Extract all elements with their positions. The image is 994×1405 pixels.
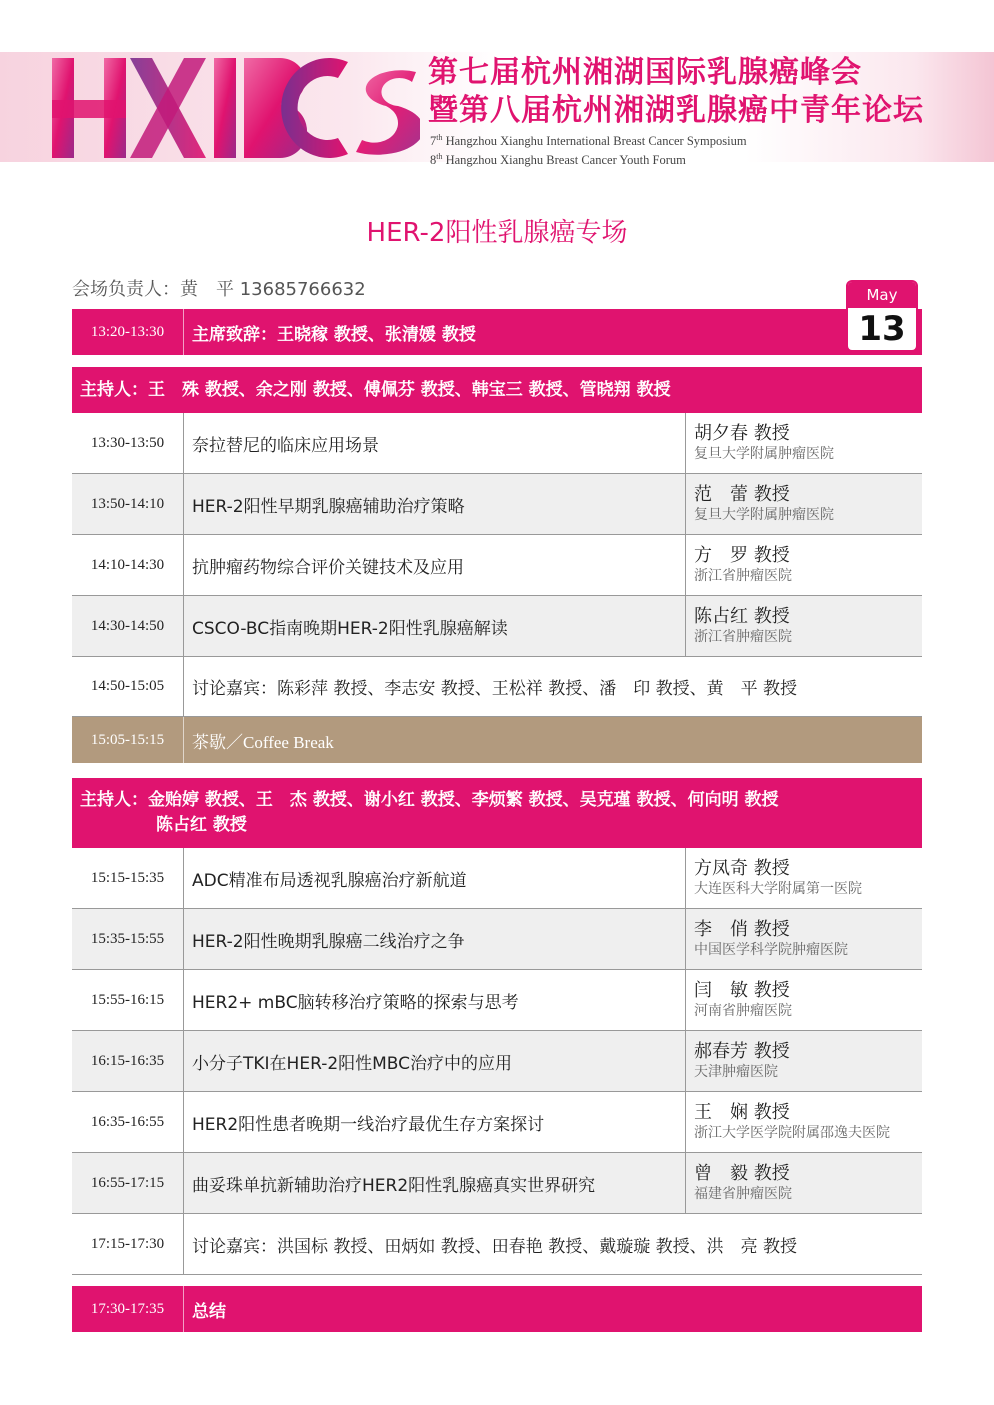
date-day: 13: [858, 309, 906, 349]
coffee-break-row: [72, 717, 922, 763]
subtitle-line1: 7th Hangzhou Xianghu International Breast Cancer Symposium: [430, 133, 747, 149]
opening-time: 13:20-13:30: [72, 309, 184, 355]
speaker-name: 王 娴 教授: [694, 1102, 790, 1123]
speaker-name: 胡夕春 教授: [694, 423, 790, 444]
conference-title: [428, 54, 924, 130]
opening-row: [72, 309, 922, 355]
table-row: [72, 848, 922, 909]
talk-topic: HER-2阳性早期乳腺癌辅助治疗策略: [192, 496, 465, 517]
talk-topic: 小分子TKI在HER-2阳性MBC治疗中的应用: [192, 1053, 513, 1074]
talk-topic: HER2阳性患者晚期一线治疗最优生存方案探讨: [192, 1114, 545, 1135]
table-row: [72, 970, 922, 1031]
talk-topic: 抗肿瘤药物综合评价关键技术及应用: [192, 557, 464, 578]
speaker-institution: 浙江省肿瘤医院: [694, 568, 792, 584]
table-row: [72, 909, 922, 970]
discussion-guests: 讨论嘉宾：洪国标 教授、田炳如 教授、田春艳 教授、戴璇璇 教授、洪 亮 教授: [192, 1236, 798, 1257]
speaker-name: 闫 敏 教授: [694, 980, 790, 1001]
date-badge: [846, 280, 918, 352]
talk-topic: 奈拉替尼的临床应用场景: [192, 435, 379, 456]
talk-topic: CSCO-BC指南晚期HER-2阳性乳腺癌解读: [192, 618, 508, 639]
summary-topic: 总结: [192, 1301, 226, 1322]
speaker-institution: 天津肿瘤医院: [694, 1064, 778, 1080]
table-row: [72, 1153, 922, 1214]
break-time: 15:05-15:15: [72, 717, 184, 763]
talk-time: 16:55-17:15: [72, 1153, 184, 1213]
hxibcs-logo: [48, 52, 420, 162]
talk-speaker: [685, 848, 922, 908]
host-row-1: [72, 367, 922, 413]
speaker-name: 陈占红 教授: [694, 606, 790, 627]
speaker-institution: 浙江大学医学院附属邵逸夫医院: [694, 1125, 890, 1141]
speaker-institution: 复旦大学附属肿瘤医院: [694, 507, 834, 523]
talk-time: 15:35-15:55: [72, 909, 184, 969]
date-month: May: [848, 282, 916, 308]
host-2-line1: 主持人：金贻婷 教授、王 杰 教授、谢小红 教授、李烦繁 教授、吴克瑾 教授、何向明 教授: [80, 790, 779, 810]
talk-speaker: [685, 535, 922, 595]
talk-speaker: [685, 474, 922, 534]
table-row: [72, 474, 922, 535]
table-row: [72, 1031, 922, 1092]
talk-speaker: [685, 970, 922, 1030]
host-row-2: [72, 778, 922, 848]
speaker-name: 方 罗 教授: [694, 545, 790, 566]
discussion-time: 17:15-17:30: [72, 1214, 184, 1274]
table-row: [72, 535, 922, 596]
talk-time: 16:15-16:35: [72, 1031, 184, 1091]
talk-speaker: [685, 596, 922, 656]
discussion-time: 14:50-15:05: [72, 657, 184, 716]
venue-manager: 会场负责人：黄 平 13685766632: [72, 279, 366, 300]
discussion-guests: 讨论嘉宾：陈彩萍 教授、李志安 教授、王松祥 教授、潘 印 教授、黄 平 教授: [192, 679, 798, 699]
discussion-row-2: [72, 1214, 922, 1275]
speaker-name: 方凤奇 教授: [694, 858, 790, 879]
talk-time: 14:10-14:30: [72, 535, 184, 595]
talk-topic: ADC精准布局透视乳腺癌治疗新航道: [192, 870, 467, 891]
talk-speaker: [685, 1092, 922, 1152]
speaker-institution: 福建省肿瘤医院: [694, 1186, 792, 1202]
talk-speaker: [685, 1153, 922, 1213]
conference-title-line1: 第七届杭州湘湖国际乳腺癌峰会: [428, 55, 862, 90]
speaker-name: 曾 毅 教授: [694, 1163, 790, 1184]
talk-speaker: [685, 1031, 922, 1091]
talk-time: 13:50-14:10: [72, 474, 184, 534]
break-label: 茶歇／Coffee Break: [192, 732, 334, 752]
talk-time: 15:15-15:35: [72, 848, 184, 908]
speaker-name: 郝春芳 教授: [694, 1041, 790, 1062]
table-row: [72, 596, 922, 657]
speaker-name: 李 俏 教授: [694, 919, 790, 940]
host-2-line2: 陈占红 教授: [156, 815, 247, 835]
speaker-institution: 复旦大学附属肿瘤医院: [694, 446, 834, 462]
talk-speaker: [685, 909, 922, 969]
talk-topic: HER2+ mBC脑转移治疗策略的探索与思考: [192, 992, 519, 1013]
session-title: HER-2阳性乳腺癌专场: [366, 218, 628, 248]
summary-row: [72, 1286, 922, 1332]
speaker-name: 范 蕾 教授: [694, 484, 790, 505]
talk-time: 13:30-13:50: [72, 413, 184, 473]
talk-topic: 曲妥珠单抗新辅助治疗HER2阳性乳腺癌真实世界研究: [192, 1175, 596, 1196]
subtitle-line2: 8th Hangzhou Xianghu Breast Cancer Youth Forum: [430, 152, 686, 168]
talk-time: 14:30-14:50: [72, 596, 184, 656]
conference-title-line2: 暨第八届杭州湘湖乳腺癌中青年论坛: [428, 93, 924, 128]
talk-topic: HER-2阳性晚期乳腺癌二线治疗之争: [192, 931, 465, 952]
talk-speaker: [685, 413, 922, 473]
talk-time: 16:35-16:55: [72, 1092, 184, 1152]
conference-subtitle: [430, 130, 747, 168]
talk-time: 15:55-16:15: [72, 970, 184, 1030]
table-row: [72, 413, 922, 474]
opening-topic: 主席致辞：王晓稼 教授、张清媛 教授: [192, 324, 476, 345]
header-banner: [0, 52, 994, 168]
summary-time: 17:30-17:35: [72, 1286, 184, 1332]
speaker-institution: 河南省肿瘤医院: [694, 1003, 792, 1019]
host-2-text: [72, 778, 787, 848]
speaker-institution: 大连医科大学附属第一医院: [694, 881, 862, 897]
discussion-row-1: [72, 657, 922, 717]
host-1-text: 主持人：王 殊 教授、余之刚 教授、傅佩芬 教授、韩宝三 教授、管晓翔 教授: [80, 379, 671, 400]
speaker-institution: 浙江省肿瘤医院: [694, 629, 792, 645]
speaker-institution: 中国医学科学院肿瘤医院: [694, 942, 848, 958]
table-row: [72, 1092, 922, 1153]
